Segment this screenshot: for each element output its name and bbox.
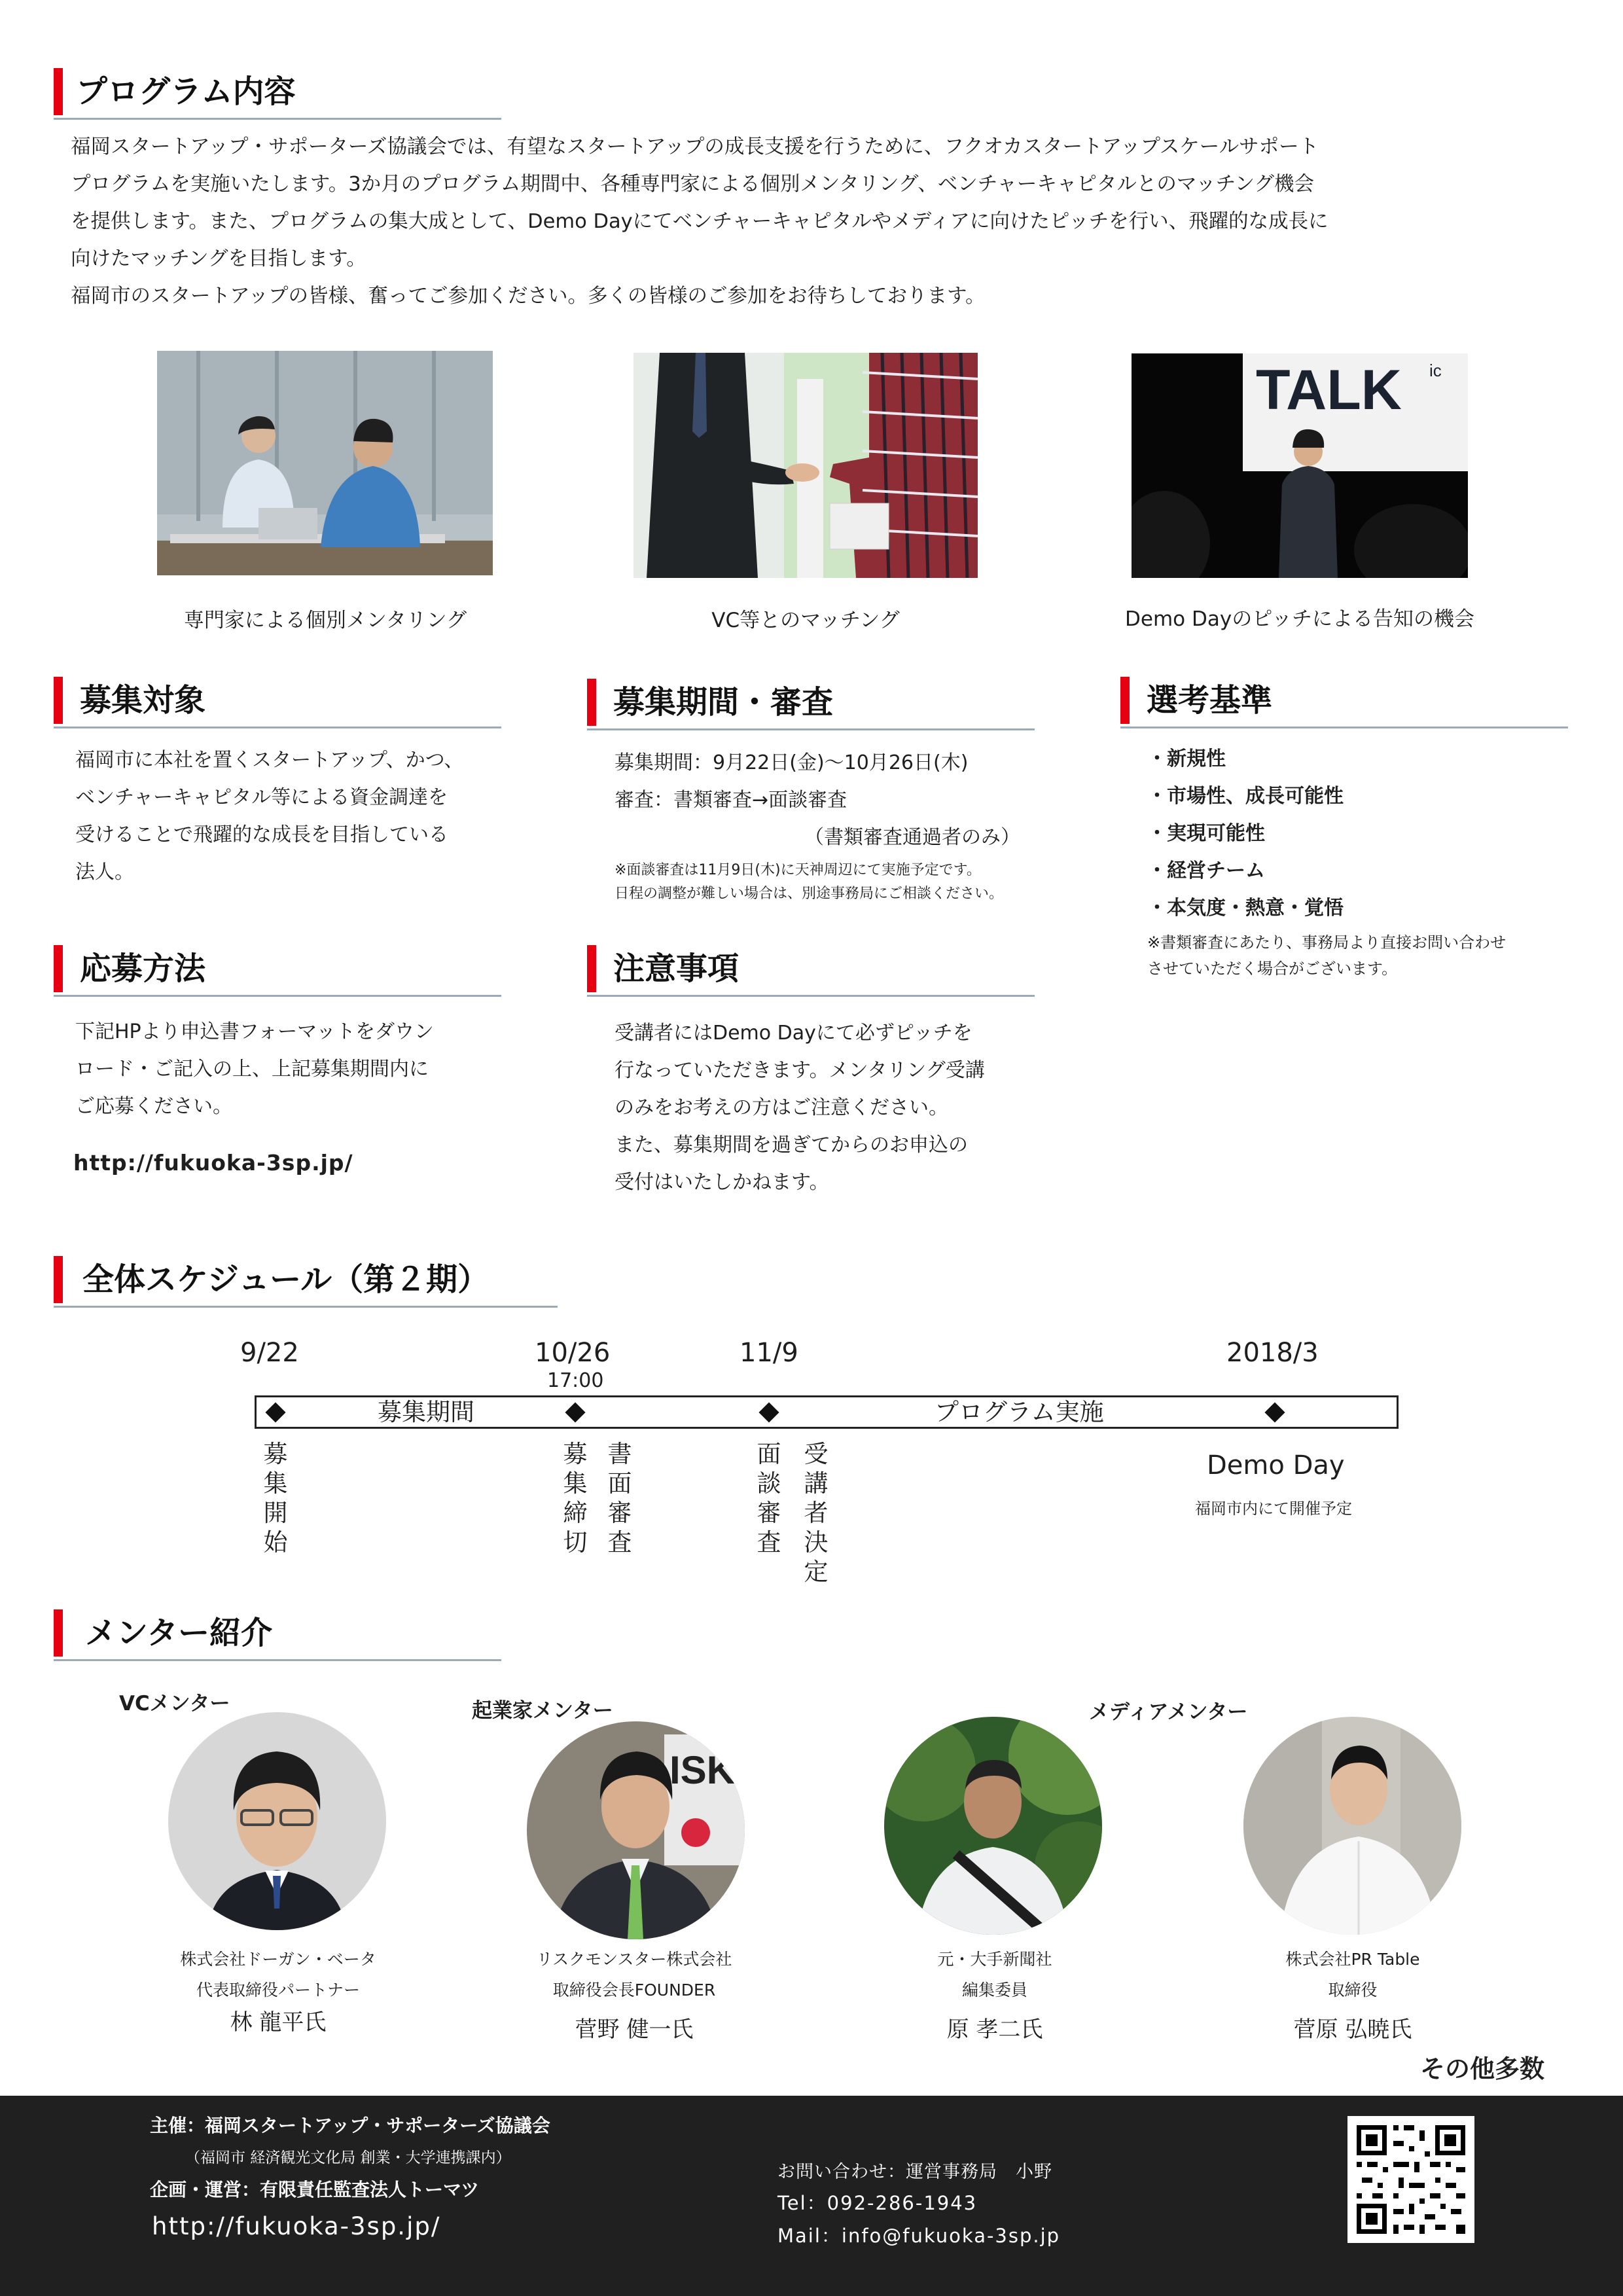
title-accent-bar [54,677,63,724]
mentor-name-hara: 原 孝二氏 [946,2017,1043,2043]
qr-code[interactable] [1347,2116,1474,2243]
schedule-title: 全体スケジュール（第２期） [82,1261,490,1298]
date-oct-26: 10/26 [535,1338,611,1368]
footer-contact: お問い合わせ：運営事務局 小野 [777,2162,1052,2182]
notice-line-2: 行なっていただきます。メンタリング受講 [615,1059,985,1082]
program-period-label: プログラム実施 [935,1398,1104,1426]
mentor-photo-hayashi [168,1712,386,1930]
document-review-label: 書面審査 [607,1440,632,1556]
mentor-title: メンター紹介 [85,1615,273,1651]
period-note-1: ※面談審査は11月9日(木)に天神周辺にて実施予定です。 [615,862,981,878]
notice-section-title [587,942,1035,997]
media-mentor-label: メディアメンター [1089,1700,1248,1724]
recruitment-start-label: 募集開始 [263,1440,288,1556]
mentor-company: 株式会社PR Table [1285,1950,1420,1969]
target-description [75,742,507,891]
participant-decision-label: 受講者決定 [804,1440,829,1586]
background-sign-text: ISK [669,1748,736,1792]
mentor-position: 取締役会長FOUNDER [552,1981,716,2000]
mentor-affiliation-sugano [490,1944,778,2005]
date-2018-3: 2018/3 [1226,1338,1319,1368]
entrepreneur-mentor-label: 起業家メンター [472,1699,613,1723]
criteria-item-5: ・本気度・熱意・覚悟 [1147,897,1344,920]
target-line-1: 福岡市に本社を置くスタートアップ、かつ、 [75,749,464,772]
mentor-position: 編集委員 [961,1981,1027,2000]
mentor-position: 取締役 [1328,1981,1378,2000]
recruitment-period-label: 募集期間 [378,1398,474,1426]
period-title: 募集期間・審査 [613,684,834,721]
date-nov-9: 11/9 [740,1338,798,1368]
apply-section-title [54,942,501,997]
mentor-photo-sugawara [1243,1717,1461,1935]
matching-photo [633,353,978,578]
mentor-affiliation-sugawara [1209,1944,1497,2005]
criteria-item-4: ・経営チーム [1147,859,1265,882]
criteria-item-3: ・実現可能性 [1147,822,1265,845]
footer [0,2096,1623,2296]
mentor-affiliation-hayashi [134,1944,422,2005]
title-accent-bar [54,945,63,992]
mentor-name-hayashi: 林 龍平氏 [230,2009,327,2036]
caption-mentoring: 専門家による個別メンタリング [183,609,467,632]
title-accent-bar [54,68,63,115]
period-note-2: 日程の調整が難しい場合は、別途事務局にご相談ください。 [615,886,1004,902]
recruitment-deadline-label: 募集締切 [563,1440,588,1556]
program-description [71,128,1602,315]
title-accent-bar [1120,677,1130,724]
period-review-note: （書類審査通過者のみ） [804,826,1020,849]
mentoring-photo [157,351,493,575]
period-text [615,744,1033,856]
criteria-note-2: させていただく場合がございます。 [1147,960,1398,978]
mentor-photo-hara [884,1717,1102,1935]
caption-matching: VC等とのマッチング [711,609,900,632]
criteria-title: 選考基準 [1147,682,1273,719]
mentor-position: 代表取締役パートナー [196,1981,360,2000]
apply-title: 応募方法 [80,950,206,987]
apply-line-1: 下記HPより申込書フォーマットをダウン [75,1020,434,1043]
notice-description [615,1014,1033,1201]
schedule-section-title [54,1253,558,1308]
period-section-title [587,676,1035,730]
mentor-company: リスクモンスター株式会社 [536,1950,732,1969]
mentor-name-sugano: 菅野 健一氏 [575,2017,694,2043]
mentor-name-sugawara: 菅原 弘暁氏 [1293,2017,1412,2043]
deadline-time: 17:00 [547,1369,604,1392]
target-line-4: 法人。 [75,861,134,884]
criteria-item-2: ・市場性、成長可能性 [1147,785,1344,808]
mentor-section-title [54,1607,501,1661]
footer-tel: Tel：092-286-1943 [777,2192,978,2214]
criteria-list [1147,740,1553,927]
footer-host-sub: （福岡市 経済観光文化局 創業・大学連携課内） [185,2149,511,2166]
mentor-photo-sugano [527,1721,745,1939]
talk-sign-suffix: ic [1429,361,1442,380]
notice-line-4: また、募集期間を過ぎてからのお申込の [615,1134,968,1157]
notice-line-5: 受付はいたしかねます。 [615,1171,829,1194]
footer-operator: 企画・運営：有限責任監査法人トーマツ [150,2179,480,2200]
footer-mail[interactable]: Mail：info@fukuoka-3sp.jp [777,2225,1061,2247]
apply-url-link[interactable]: http://fukuoka-3sp.jp/ [73,1150,353,1175]
target-title: 募集対象 [80,682,206,719]
target-line-3: 受けることで飛躍的な成長を目指している [75,823,448,846]
demo-day-note: 福岡市内にて開催予定 [1195,1499,1352,1518]
demo-day-label: Demo Day [1207,1450,1345,1480]
program-line-4: 向けたマッチングを目指します。 [71,247,366,270]
mentor-affiliation-hara [851,1944,1139,2005]
mentor-company: 元・大手新聞社 [937,1950,1052,1969]
program-line-1: 福岡スタートアップ・サポーターズ協議会では、有望なスタートアップの成長支援を行うために、フクオカスタートアップスケールサポート [71,135,1319,158]
program-line-3: を提供します。また、プログラムの集大成として、Demo Dayにてベンチャーキャピタルやメディアに向けたピッチを行い、飛躍的な成長に [71,210,1329,233]
period-review: 審査：書類審査→面談審査 [615,789,847,812]
footer-url-link[interactable]: http://fukuoka-3sp.jp/ [152,2212,441,2240]
interview-review-label: 面談審査 [757,1440,781,1556]
demo-day-photo [1132,353,1468,578]
mentor-company: 株式会社ドーガン・ベータ [180,1950,376,1969]
target-section-title [54,674,501,728]
vc-mentor-label: VCメンター [119,1692,230,1715]
criteria-item-1: ・新規性 [1147,747,1226,770]
title-accent-bar [587,945,596,992]
target-line-2: ベンチャーキャピタル等による資金調達を [75,786,448,809]
apply-line-3: ご応募ください。 [75,1095,232,1118]
program-line-2: プログラムを実施いたします。3か月のプログラム期間中、各種専門家による個別メンタリング、ベンチャーキャピタルとのマッチング機会 [71,173,1315,196]
title-accent-bar [587,679,596,726]
footer-host: 主催：福岡スタートアップ・サポーターズ協議会 [150,2115,550,2136]
period-dates: 募集期間：9月22日(金)〜10月26日(木) [615,751,969,774]
notice-line-1: 受講者にはDemo Dayにて必ずピッチを [615,1022,972,1045]
title-accent-bar [54,1609,63,1657]
apply-description [75,1013,507,1125]
program-section-title [54,65,501,120]
criteria-section-title [1120,674,1568,728]
apply-line-2: ロード・ご記入の上、上記募集期間内に [75,1058,429,1081]
criteria-notes [1147,929,1605,982]
caption-demo-day: Demo Dayのピッチによる告知の機会 [1125,607,1474,631]
notice-title: 注意事項 [613,950,740,987]
period-notes [615,859,1060,906]
talk-sign-text: TALK [1256,359,1402,422]
criteria-note-1: ※書類審査にあたり、事務局より直接お問い合わせ [1147,933,1507,952]
program-title: プログラム内容 [76,73,296,110]
program-line-5: 福岡市のスタートアップの皆様、奮ってご参加ください。多くの皆様のご参加をお待ちしております。 [71,285,986,308]
title-accent-bar [54,1256,63,1303]
notice-line-3: のみをお考えの方はご注意ください。 [615,1096,948,1119]
date-sep-22: 9/22 [240,1338,299,1368]
others-label: その他多数 [1420,2054,1545,2083]
